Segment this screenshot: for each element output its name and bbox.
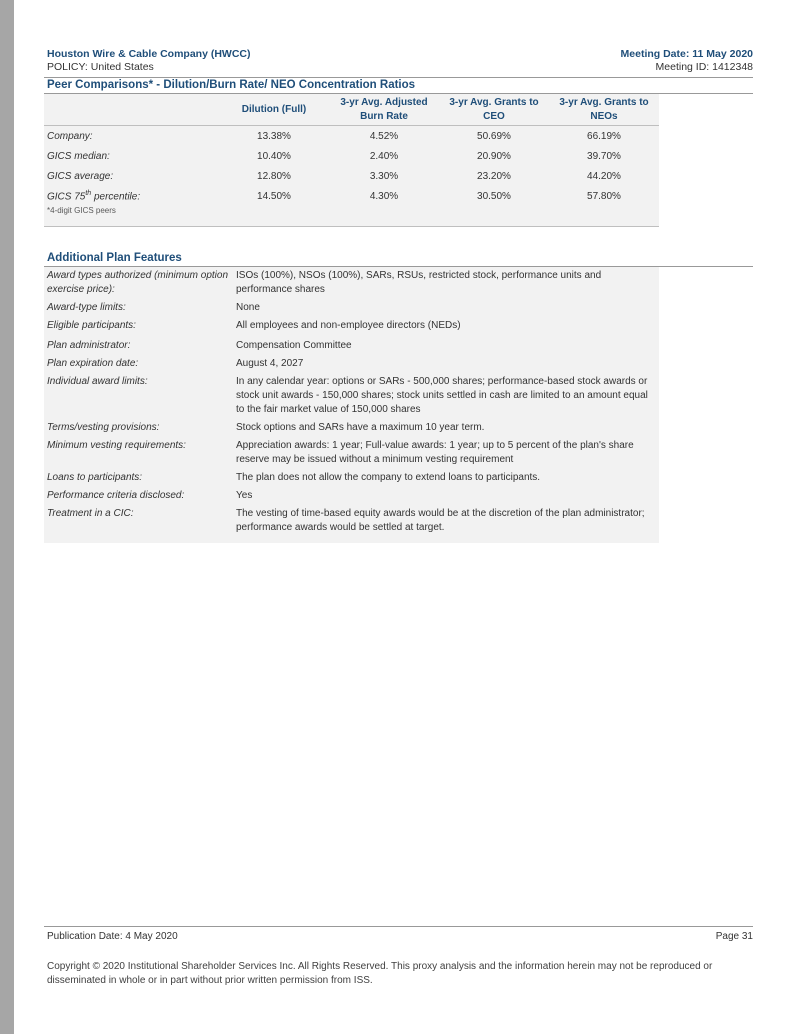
cell: 50.69%	[477, 130, 511, 142]
plan-value: Compensation Committee	[236, 340, 352, 351]
cell: 2.40%	[369, 150, 399, 162]
plan-row	[44, 421, 659, 439]
plan-value: ISOs (100%), NSOs (100%), SARs, RSUs, restricted stock, performance units and performance shares	[236, 270, 602, 295]
cell: 14.50%	[257, 190, 291, 202]
plan-label: Individual award limits:	[47, 376, 148, 387]
plan-row	[44, 301, 659, 319]
col-dilution: Dilution (Full)	[219, 94, 329, 126]
table-row	[44, 126, 659, 147]
row-label: GICS average:	[47, 170, 114, 182]
cell: 39.70%	[587, 150, 621, 162]
side-bar	[0, 0, 14, 1034]
peer-comparison-box	[44, 94, 659, 226]
table-row	[44, 166, 659, 186]
plan-row	[44, 339, 659, 357]
plan-row	[44, 471, 659, 489]
row-label: Company:	[47, 130, 93, 142]
page-number: Page 31	[715, 931, 753, 942]
cell: 57.80%	[587, 190, 621, 202]
peer-section-title: Peer Comparisons* - Dilution/Burn Rate/ NEO Concentration Ratios	[47, 79, 416, 91]
cell: 44.20%	[587, 170, 621, 182]
cell: 23.20%	[477, 170, 511, 182]
plan-label: Award-type limits:	[47, 302, 126, 313]
cell: 4.52%	[369, 130, 399, 142]
row-label-text: percentile:	[91, 191, 141, 203]
plan-label: Minimum vesting requirements:	[47, 440, 186, 451]
meeting-date-label: Meeting Date:	[620, 48, 693, 60]
plan-row	[44, 489, 659, 507]
peer-bottom-rule	[44, 226, 659, 227]
plan-value: None	[236, 302, 260, 313]
header-left	[47, 48, 251, 74]
plan-value: The plan does not allow the company to extend loans to participants.	[236, 472, 541, 483]
plan-label: Eligible participants:	[47, 320, 136, 331]
peer-footnote: *4-digit GICS peers	[47, 206, 116, 215]
meeting-id: Meeting ID: 1412348	[655, 61, 753, 73]
plan-row	[44, 439, 659, 471]
cell: 10.40%	[257, 150, 291, 162]
peer-header-row	[44, 94, 659, 126]
copyright: Copyright © 2020 Institutional Shareholder Services Inc. All Rights Reserved. This proxy analysis and the information herein may not be reproduced or disseminated in whole or in part without prior written permission from ISS.	[47, 961, 713, 986]
header-rule	[44, 77, 753, 78]
row-label-sup: th	[85, 189, 92, 197]
plan-row	[44, 375, 659, 421]
row-label: GICS median:	[47, 150, 110, 162]
row-label	[44, 186, 219, 206]
plan-value: All employees and non-employee directors (NEDs)	[236, 320, 461, 331]
publication-date: Publication Date: 4 May 2020	[47, 931, 178, 942]
plan-label: Terms/vesting provisions:	[47, 422, 160, 433]
plan-row	[44, 319, 659, 339]
header-right	[621, 48, 753, 74]
plan-value: Yes	[236, 490, 253, 501]
footer-rule	[44, 926, 753, 927]
cell: 12.80%	[257, 170, 291, 182]
plan-label: Loans to participants:	[47, 472, 143, 483]
plan-row	[44, 269, 659, 301]
plan-label: Award types authorized (minimum option exercise price):	[47, 270, 229, 295]
col-burn-rate: 3-yr Avg. Adjusted Burn Rate	[329, 94, 439, 126]
col-grants-ceo: 3-yr Avg. Grants to CEO	[439, 94, 549, 126]
plan-value: Appreciation awards: 1 year; Full-value awards: 1 year; up to 5 percent of the plan's share reserve may be issued without a minimum vesting requirement	[236, 440, 634, 465]
table-row	[44, 146, 659, 166]
plan-value: In any calendar year: options or SARs - 500,000 shares; performance-based stock awards or stock unit awards - 150,000 shares; stock units settled in cash are limited to an amount equal to the fair market value of 150,000 shares	[236, 376, 648, 415]
plan-section-title: Additional Plan Features	[47, 252, 182, 264]
company-name: Houston Wire & Cable Company (HWCC)	[47, 48, 251, 60]
cell: 30.50%	[477, 190, 511, 202]
plan-value: The vesting of time-based equity awards would be at the discretion of the plan administrator; performance awards would be settled at target.	[236, 508, 645, 533]
plan-label: Treatment in a CIC:	[47, 508, 134, 519]
cell: 13.38%	[257, 130, 291, 142]
plan-label: Plan expiration date:	[47, 358, 139, 369]
plan-value: August 4, 2027	[236, 358, 304, 369]
cell: 66.19%	[587, 130, 621, 142]
cell: 4.30%	[369, 190, 399, 202]
policy: POLICY: United States	[47, 61, 154, 73]
plan-value: Stock options and SARs have a maximum 10 year term.	[236, 422, 485, 433]
col-grants-neos: 3-yr Avg. Grants to NEOs	[549, 94, 659, 126]
cell: 3.30%	[369, 170, 399, 182]
cell: 20.90%	[477, 150, 511, 162]
peer-header-blank	[44, 94, 219, 126]
plan-label: Plan administrator:	[47, 340, 131, 351]
plan-row	[44, 357, 659, 375]
plan-row	[44, 507, 659, 539]
row-label-text: GICS 75	[47, 191, 86, 203]
plan-features-box	[44, 267, 659, 543]
meeting-date-value: 11 May 2020	[692, 48, 753, 60]
plan-label: Performance criteria disclosed:	[47, 490, 185, 501]
table-row	[44, 186, 659, 206]
peer-table	[44, 94, 659, 206]
